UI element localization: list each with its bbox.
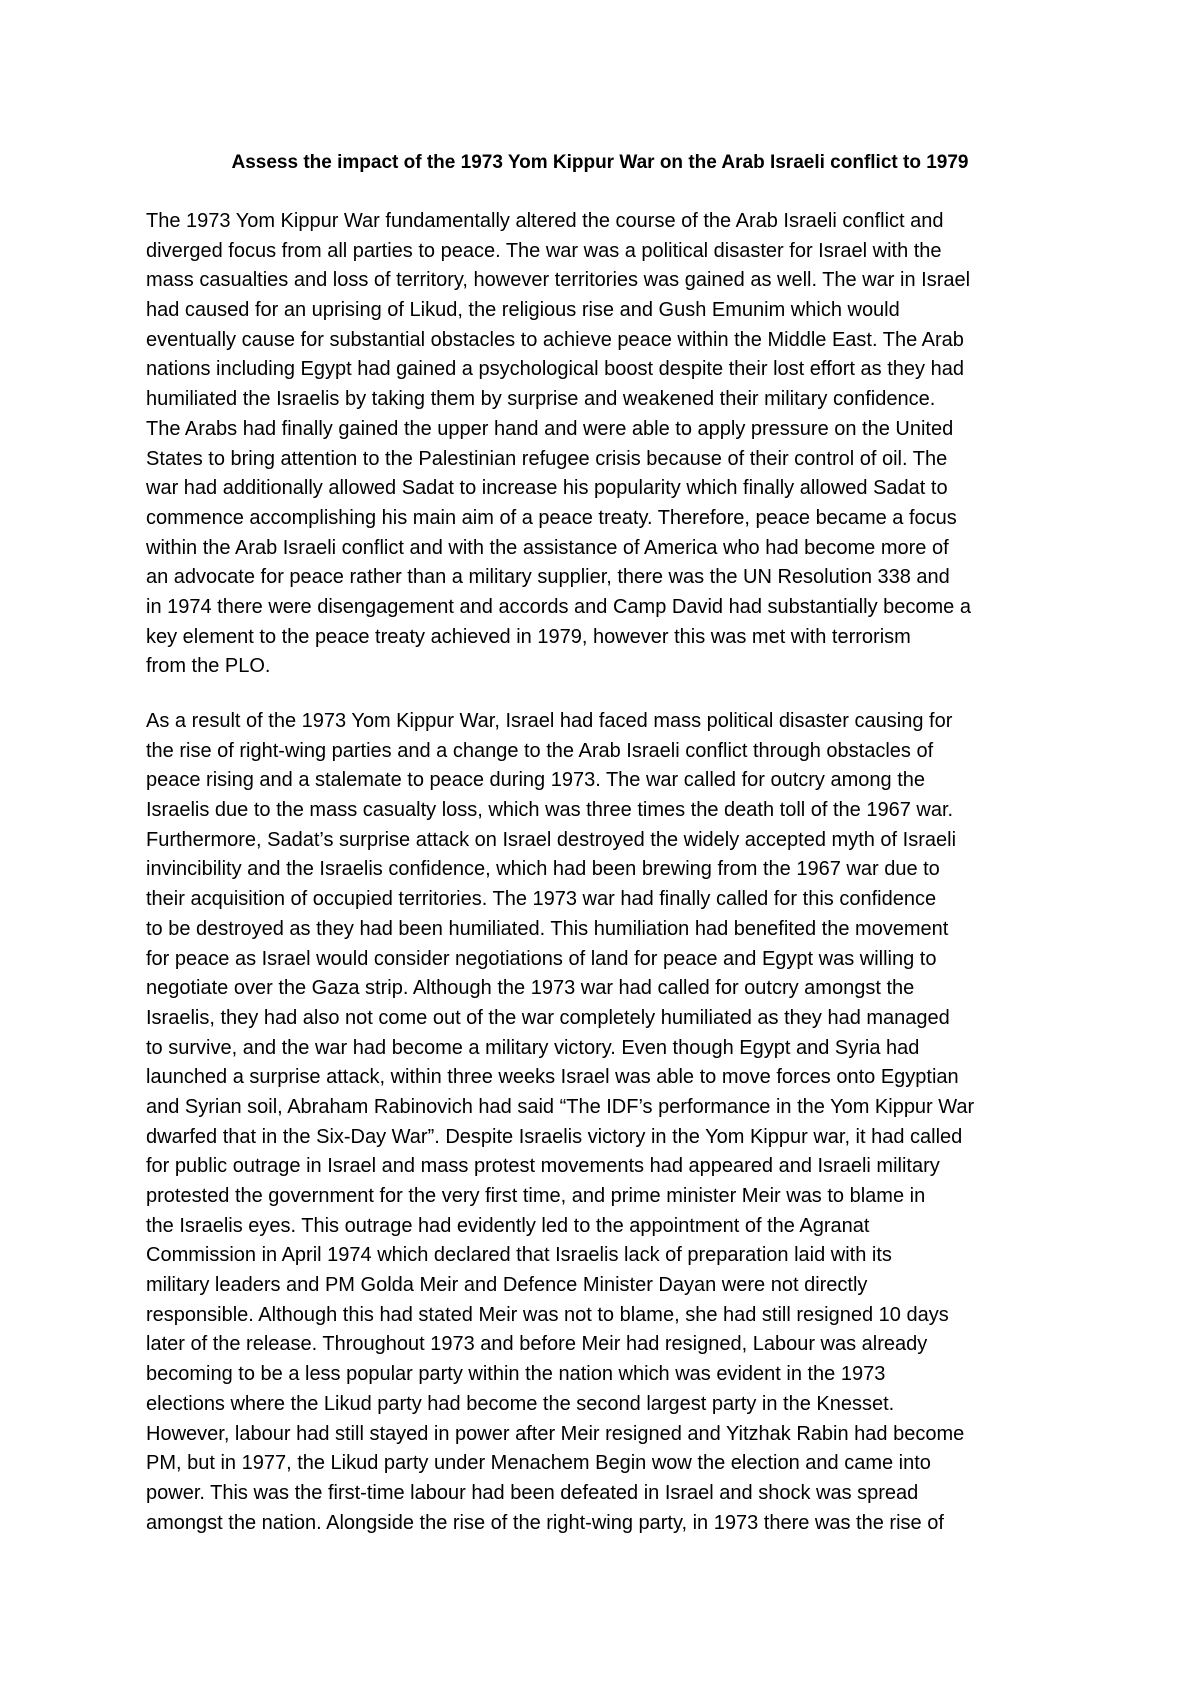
paragraph-line: Israelis, they had also not come out of the war completely humiliated as they had managed — [146, 1006, 950, 1029]
paragraph-line: invincibility and the Israelis confidence, which had been brewing from the 1967 war due to — [146, 858, 940, 881]
paragraph-line: As a result of the 1973 Yom Kippur War, Israel had faced mass political disaster causing for — [146, 710, 953, 732]
paragraph-line: war had additionally allowed Sadat to increase his popularity which finally allowed Sadat to — [146, 477, 948, 500]
paragraph-line: Israelis due to the mass casualty loss, which was three times the death toll of the 1967 war. — [146, 799, 954, 822]
paragraph-line: diverged focus from all parties to peace. The war was a political disaster for Israel with the — [146, 239, 942, 262]
paragraph-line: nations including Egypt had gained a psychological boost despite their lost effort as they had — [146, 358, 964, 381]
paragraph-line: within the Arab Israeli conflict and with the assistance of America who had become more of — [146, 536, 949, 559]
document-title: Assess the impact of the 1973 Yom Kippur War on the Arab Israeli conflict to 1979 — [231, 152, 969, 173]
paragraph-line: The 1973 Yom Kippur War fundamentally altered the course of the Arab Israeli conflict and — [146, 210, 944, 232]
paragraph-line: the rise of right-wing parties and a change to the Arab Israeli conflict through obstacles of — [146, 739, 934, 762]
paragraph-line: had caused for an uprising of Likud, the religious rise and Gush Emunim which would — [146, 299, 900, 322]
paragraph-line: power. This was the first-time labour had been defeated in Israel and shock was spread — [146, 1481, 919, 1504]
paragraph-line: and Syrian soil, Abraham Rabinovich had said “The IDF’s performance in the Yom Kippur War — [146, 1095, 975, 1118]
paragraph-line: to be destroyed as they had been humiliated. This humiliation had benefited the movement — [146, 917, 949, 940]
paragraph-line: military leaders and PM Golda Meir and Defence Minister Dayan were not directly — [146, 1274, 868, 1297]
paragraph-line: elections where the Likud party had become the second largest party in the Knesset. — [146, 1392, 895, 1415]
paragraph-line: PM, but in 1977, the Likud party under Menachem Begin wow the election and came into — [146, 1452, 931, 1475]
paragraph-line: Commission in April 1974 which declared that Israelis lack of preparation laid with its — [146, 1244, 892, 1267]
paragraph-line: States to bring attention to the Palestinian refugee crisis because of their control of oil. The — [146, 447, 948, 470]
paragraph-line: key element to the peace treaty achieved in 1979, however this was met with terrorism — [146, 625, 911, 648]
paragraph-line: humiliated the Israelis by taking them by surprise and weakened their military confidence. — [146, 388, 936, 411]
paragraph-line: becoming to be a less popular party within the nation which was evident in the 1973 — [146, 1363, 886, 1386]
paragraph-line: later of the release. Throughout 1973 and before Meir had resigned, Labour was already — [146, 1333, 928, 1356]
paragraph-line: commence accomplishing his main aim of a peace treaty. Therefore, peace became a focus — [146, 506, 957, 529]
paragraph-line: dwarfed that in the Six-Day War”. Despite Israelis victory in the Yom Kippur war, it had called — [146, 1125, 963, 1148]
paragraph-line: amongst the nation. Alongside the rise of the right-wing party, in 1973 there was the rise of — [146, 1511, 944, 1534]
paragraph-line: protested the government for the very first time, and prime minister Meir was to blame in — [146, 1185, 926, 1207]
paragraph-2 — [146, 707, 1076, 1538]
paragraph-line: an advocate for peace rather than a military supplier, there was the UN Resolution 338 and — [146, 566, 950, 589]
paragraph-line: eventually cause for substantial obstacles to achieve peace within the Middle East. The Arab — [146, 328, 964, 351]
paragraph-line: responsible. Although this had stated Meir was not to blame, she had still resigned 10 days — [146, 1303, 949, 1326]
paragraph-line: The Arabs had finally gained the upper hand and were able to apply pressure on the United — [146, 417, 954, 440]
paragraph-line: for public outrage in Israel and mass protest movements had appeared and Israeli military — [146, 1155, 940, 1178]
paragraph-line: mass casualties and loss of territory, however territories was gained as well. The war in Israel — [146, 269, 971, 292]
paragraph-line: launched a surprise attack, within three weeks Israel was able to move forces onto Egyptian — [146, 1066, 959, 1089]
paragraph-line: However, labour had still stayed in power after Meir resigned and Yitzhak Rabin had become — [146, 1422, 965, 1445]
paragraph-1 — [146, 207, 1076, 682]
paragraph-line: Furthermore, Sadat’s surprise attack on Israel destroyed the widely accepted myth of Israeli — [146, 828, 957, 851]
paragraph-line: to survive, and the war had become a military victory. Even though Egypt and Syria had — [146, 1036, 920, 1059]
paragraph-line: negotiate over the Gaza strip. Although the 1973 war had called for outcry amongst the — [146, 977, 915, 1000]
paragraph-line: for peace as Israel would consider negotiations of land for peace and Egypt was willing to — [146, 947, 937, 970]
paragraph-line: in 1974 there were disengagement and accords and Camp David had substantially become a — [146, 595, 971, 618]
paragraph-line: their acquisition of occupied territories. The 1973 war had finally called for this confidence — [146, 888, 937, 911]
paragraph-line: the Israelis eyes. This outrage had evidently led to the appointment of the Agranat — [146, 1214, 870, 1237]
paragraph-line: from the PLO. — [146, 655, 271, 678]
paragraph-line: peace rising and a stalemate to peace during 1973. The war called for outcry among the — [146, 769, 925, 792]
